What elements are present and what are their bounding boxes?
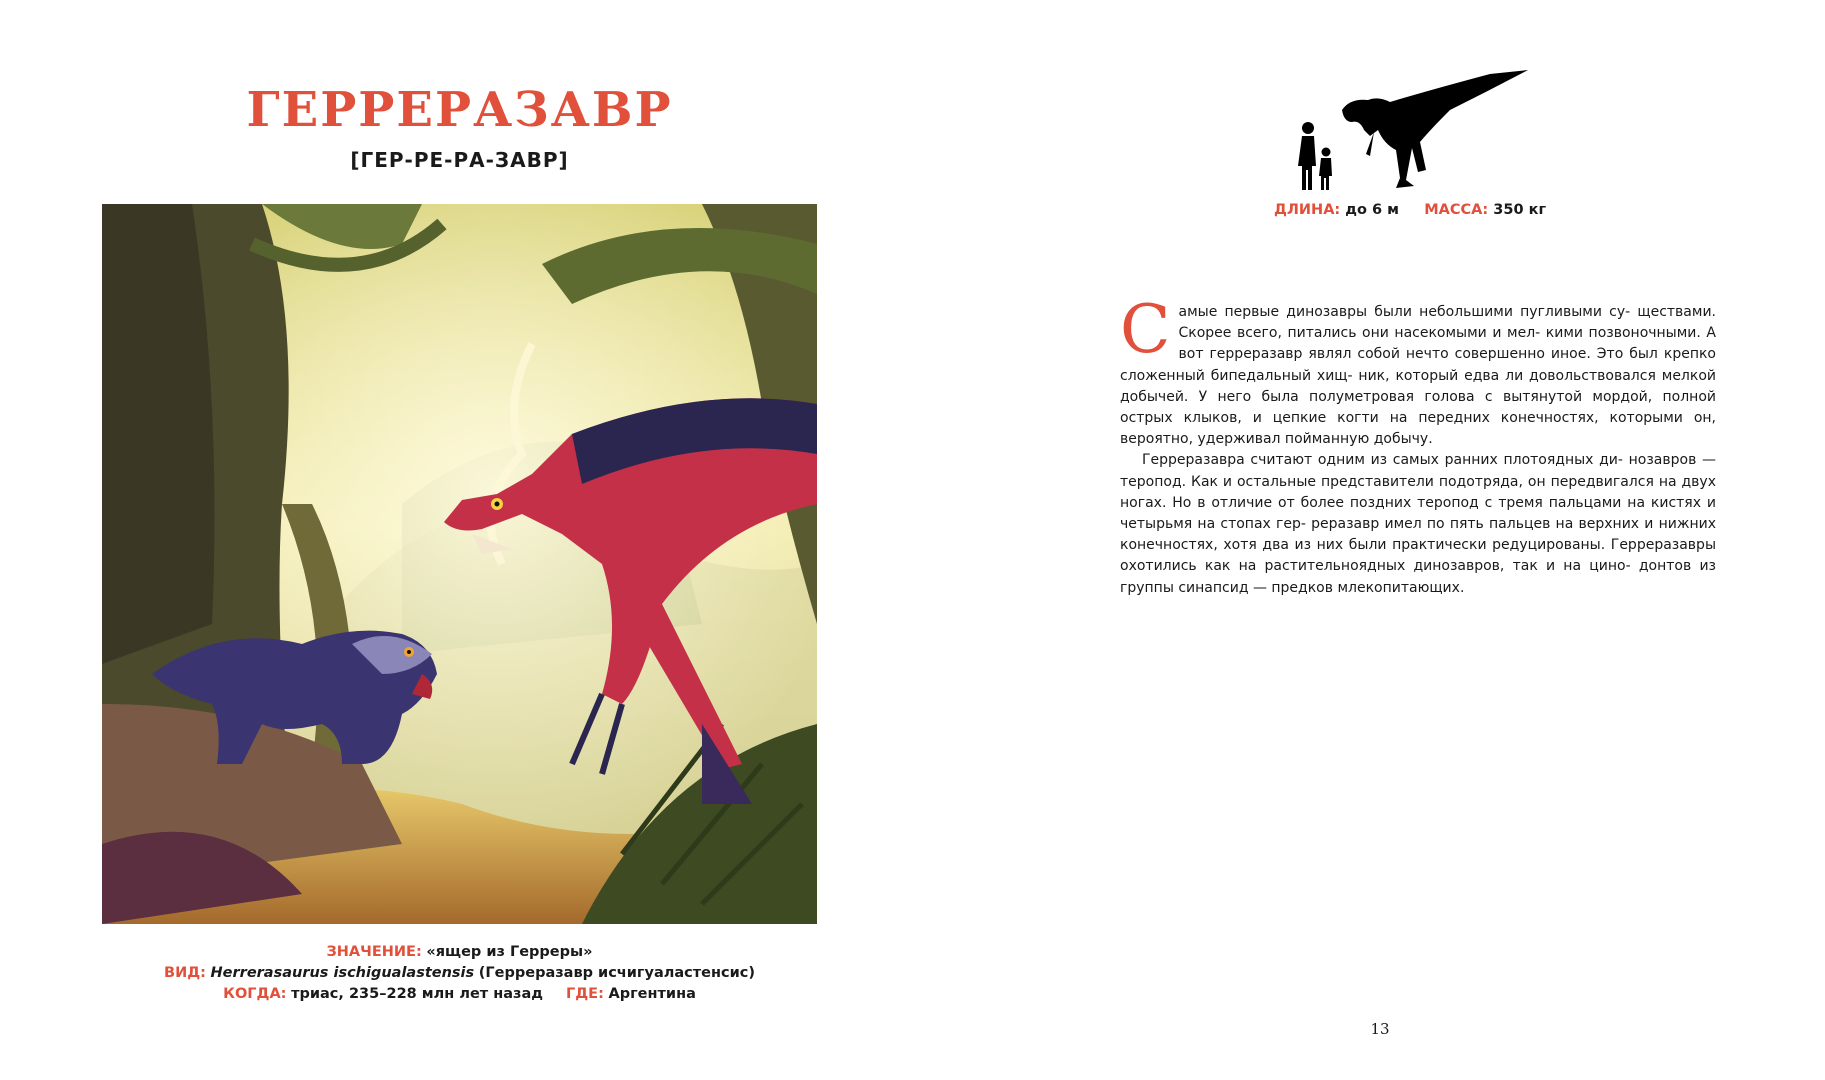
page-number: 13 <box>1370 1020 1390 1038</box>
meaning-value: «ящер из Герреры» <box>426 944 593 960</box>
mass-label: МАССА: <box>1424 202 1489 218</box>
size-comparison-silhouette <box>1290 70 1530 190</box>
when-label: КОГДА: <box>223 986 287 1002</box>
paragraph-1-text: амые первые динозавры были небольшими пугливыми су- ществами. Скорее всего, питались они насекомыми и мел- кими позвоночными. А вот герреразавр являл собой нечто совершенно иное. Это был крепко сложенный бипедальный хищ- ник, который едва ли довольствовался мелкой добычей. У него была полуметровая голова с вытянутой мордой, полной острых клыков, и цепкие когти на передних конечностях, которыми он, вероятно, удерживал пойманную добычу. <box>1120 304 1716 448</box>
drop-cap: С <box>1120 291 1171 368</box>
meaning-label: ЗНАЧЕНИЕ: <box>326 944 422 960</box>
page-title: ГЕРРЕРАЗАВР <box>246 82 673 138</box>
adult-human-silhouette <box>1298 122 1316 190</box>
herrerasaurus-illustration <box>102 204 817 924</box>
where-value: Аргентина <box>608 986 696 1002</box>
paragraph-1 <box>1120 291 1716 450</box>
species-label: ВИД: <box>164 965 206 981</box>
body-text <box>1120 291 1716 599</box>
facts-block <box>102 942 817 1005</box>
meaning-row <box>102 942 817 963</box>
child-silhouette <box>1319 148 1332 191</box>
when-where-row <box>102 984 817 1005</box>
where-label: ГДЕ: <box>566 986 604 1002</box>
species-russian: (Герреразавр исчигуаластенсис) <box>478 965 755 981</box>
species-row <box>102 963 817 984</box>
mass-value: 350 кг <box>1493 202 1547 218</box>
species-latin: Herrerasaurus ischigualastensis <box>210 965 475 981</box>
length-value: до 6 м <box>1345 202 1399 218</box>
pronunciation: [ГЕР-РЕ-РА-ЗАВР] <box>350 148 569 172</box>
size-measures <box>1190 202 1630 218</box>
length-label: ДЛИНА: <box>1273 202 1341 218</box>
herrerasaurus-silhouette <box>1342 70 1528 188</box>
when-value: триас, 235–228 млн лет назад <box>291 986 543 1002</box>
paragraph-2: Герреразавра считают одним из самых ранних плотоядных ди- нозавров — теропод. Как и остальные представители подотряда, он передвигался на двух ногах. Но в отличие от более поздних теропод с тремя пальцами на кистях и четырьмя на стопах гер- реразавр имел по пять пальцев на верхних и нижних конечностях, хотя два из них были практически редуцированы. Герреразавры охотились как на растительноядных динозавров, так и на цино- донтов из группы синапсид — предков млекопитающих. <box>1120 452 1716 596</box>
